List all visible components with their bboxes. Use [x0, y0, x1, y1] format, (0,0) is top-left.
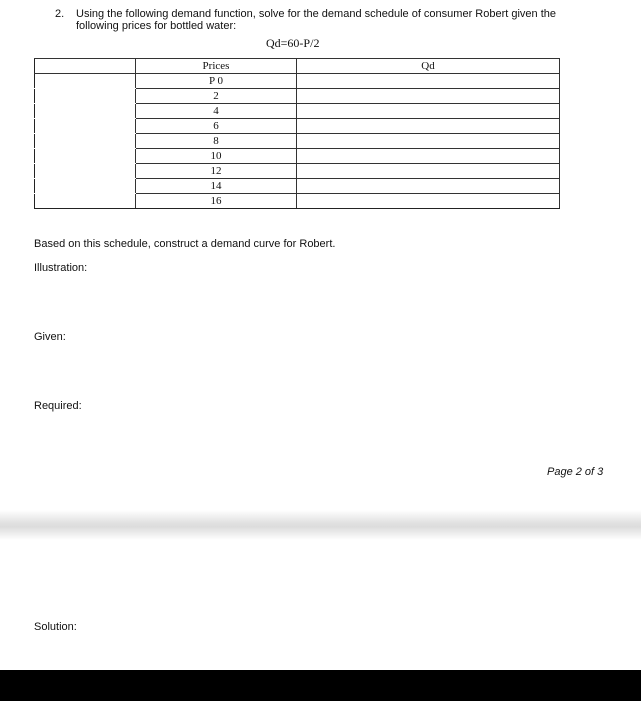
- table-row: [35, 104, 560, 119]
- qd-cell[interactable]: [297, 149, 560, 164]
- required-label: Required:: [34, 400, 82, 412]
- price-cell: P 0: [136, 74, 297, 89]
- price-cell: 6: [136, 119, 297, 134]
- prices-header: Prices: [136, 59, 297, 74]
- qd-cell[interactable]: [297, 164, 560, 179]
- illustration-label: Illustration:: [34, 262, 88, 274]
- table-row: [35, 119, 560, 134]
- price-cell: 4: [136, 104, 297, 119]
- price-cell: 8: [136, 134, 297, 149]
- given-label: Given:: [34, 331, 66, 343]
- price-cell: 2: [136, 89, 297, 104]
- qd-cell[interactable]: [297, 134, 560, 149]
- qd-header: Qd: [297, 59, 560, 74]
- qd-cell[interactable]: [297, 74, 560, 89]
- price-cell: 16: [136, 194, 297, 209]
- qd-cell[interactable]: [297, 119, 560, 134]
- page-break-divider: [0, 510, 641, 540]
- table-row: [35, 74, 560, 89]
- price-cell: 14: [136, 179, 297, 194]
- solution-label: Solution:: [34, 621, 77, 633]
- question-number: 2.: [55, 8, 65, 20]
- demand-schedule-table: [34, 58, 560, 209]
- construct-instruction: Based on this schedule, construct a demand curve for Robert.: [34, 238, 336, 250]
- table-header-row: [35, 59, 560, 74]
- table-row: [35, 89, 560, 104]
- blank-cell: [35, 59, 136, 74]
- table-row: [35, 134, 560, 149]
- price-cell: 12: [136, 164, 297, 179]
- demand-formula: Qd=60-P/2: [266, 36, 320, 50]
- table-row: [35, 194, 560, 209]
- bottom-black-bar: [0, 670, 641, 701]
- qd-cell[interactable]: [297, 89, 560, 104]
- table-row: [35, 179, 560, 194]
- question-text: Using the following demand function, solve for the demand schedule of consumer Robert given the following prices for bottled water:: [76, 8, 557, 32]
- table-row: [35, 149, 560, 164]
- price-cell: 10: [136, 149, 297, 164]
- qd-cell[interactable]: [297, 179, 560, 194]
- qd-cell[interactable]: [297, 194, 560, 209]
- page-number: Page 2 of 3: [547, 466, 604, 478]
- qd-cell[interactable]: [297, 104, 560, 119]
- table-row: [35, 164, 560, 179]
